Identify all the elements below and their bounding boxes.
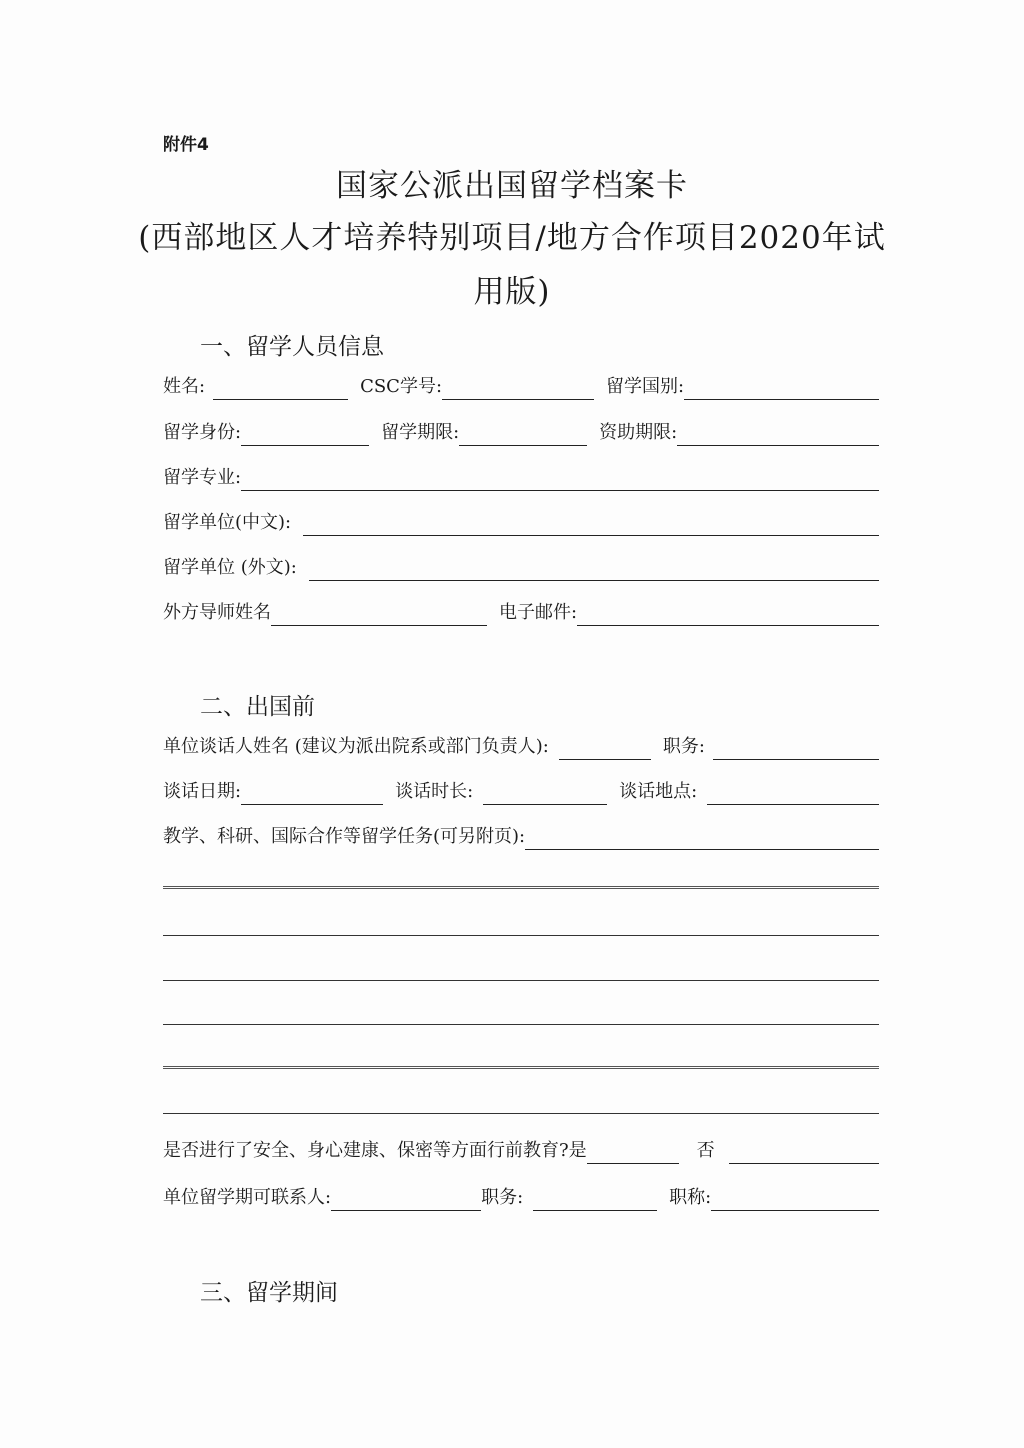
study-task-line-4[interactable] (163, 1024, 879, 1025)
section-heading-student-info: 一、留学人员信息 (200, 334, 384, 360)
talk-place-field[interactable] (707, 784, 879, 805)
row-major (163, 463, 879, 491)
study-task-line-6[interactable] (163, 1113, 879, 1114)
name-label: 姓名: (163, 376, 206, 397)
contact-person-field[interactable] (331, 1190, 481, 1211)
row-name-csc-country (163, 372, 879, 400)
education-no-label: 否 (696, 1140, 715, 1161)
row-date-duration-place (163, 777, 879, 805)
country-field[interactable] (684, 379, 879, 400)
row-supervisor-email (163, 598, 879, 626)
funding-period-label: 资助期限: (599, 422, 678, 443)
talk-date-field[interactable] (241, 784, 383, 805)
talk-duration-field[interactable] (483, 784, 607, 805)
contact-person-label: 单位留学期可联系人: (163, 1187, 332, 1208)
study-task-line-3[interactable] (163, 980, 879, 981)
row-pre-departure-education (163, 1136, 879, 1164)
identity-field[interactable] (241, 425, 369, 446)
unit-chinese-field[interactable] (303, 515, 879, 536)
major-label: 留学专业: (163, 467, 242, 488)
attachment-label: 附件4 (163, 135, 209, 155)
row-study-task (163, 822, 879, 850)
page-subtitle: (西部地区人才培养特别项目/地方合作项目2020年试 (138, 220, 886, 256)
talker-name-label: 单位谈话人姓名 (建议为派出院系或部门负责人): (163, 736, 549, 757)
page-title: 国家公派出国留学档案卡 (336, 168, 688, 204)
education-no-field[interactable] (729, 1143, 879, 1164)
csc-number-field[interactable] (442, 379, 594, 400)
country-label: 留学国别: (606, 376, 685, 397)
education-yes-field[interactable] (587, 1143, 679, 1164)
contact-title-label: 职称: (669, 1187, 712, 1208)
talk-duration-label: 谈话时长: (395, 781, 474, 802)
row-identity-period-funding (163, 418, 879, 446)
unit-foreign-label: 留学单位 (外文): (163, 557, 297, 578)
email-field[interactable] (577, 605, 879, 626)
row-contact-person (163, 1183, 879, 1211)
study-period-label: 留学期限: (381, 422, 460, 443)
row-talker-position (163, 732, 879, 760)
study-task-line-2[interactable] (163, 935, 879, 936)
funding-period-field[interactable] (677, 425, 879, 446)
page-subtitle-continued: 用版) (473, 274, 551, 310)
talker-position-label: 职务: (662, 736, 705, 757)
supervisor-name-label: 外方导师姓名 (163, 602, 271, 623)
study-task-field[interactable] (525, 829, 879, 850)
talker-name-field[interactable] (559, 739, 651, 760)
study-period-field[interactable] (459, 425, 587, 446)
study-task-line-5[interactable] (163, 1066, 879, 1069)
study-task-label: 教学、科研、国际合作等留学任务(可另附页): (163, 826, 526, 847)
row-unit-chinese (163, 508, 879, 536)
section-heading-before-departure: 二、出国前 (200, 694, 315, 720)
email-label: 电子邮件: (499, 602, 578, 623)
supervisor-name-field[interactable] (271, 605, 487, 626)
row-unit-foreign (163, 553, 879, 581)
name-field[interactable] (213, 379, 348, 400)
talk-date-label: 谈话日期: (163, 781, 242, 802)
talk-place-label: 谈话地点: (619, 781, 698, 802)
contact-position-field[interactable] (533, 1190, 657, 1211)
major-field[interactable] (241, 470, 879, 491)
talker-position-field[interactable] (713, 739, 879, 760)
contact-position-label: 职务: (481, 1187, 524, 1208)
identity-label: 留学身份: (163, 422, 242, 443)
csc-number-label: CSC学号: (360, 376, 443, 397)
unit-chinese-label: 留学单位(中文): (163, 512, 292, 533)
section-heading-during-study: 三、留学期间 (200, 1280, 338, 1306)
contact-title-field[interactable] (711, 1190, 879, 1211)
unit-foreign-field[interactable] (309, 560, 879, 581)
study-task-line-1[interactable] (163, 886, 879, 889)
education-question-label: 是否进行了安全、身心建康、保密等方面行前教育?是 (163, 1140, 587, 1161)
